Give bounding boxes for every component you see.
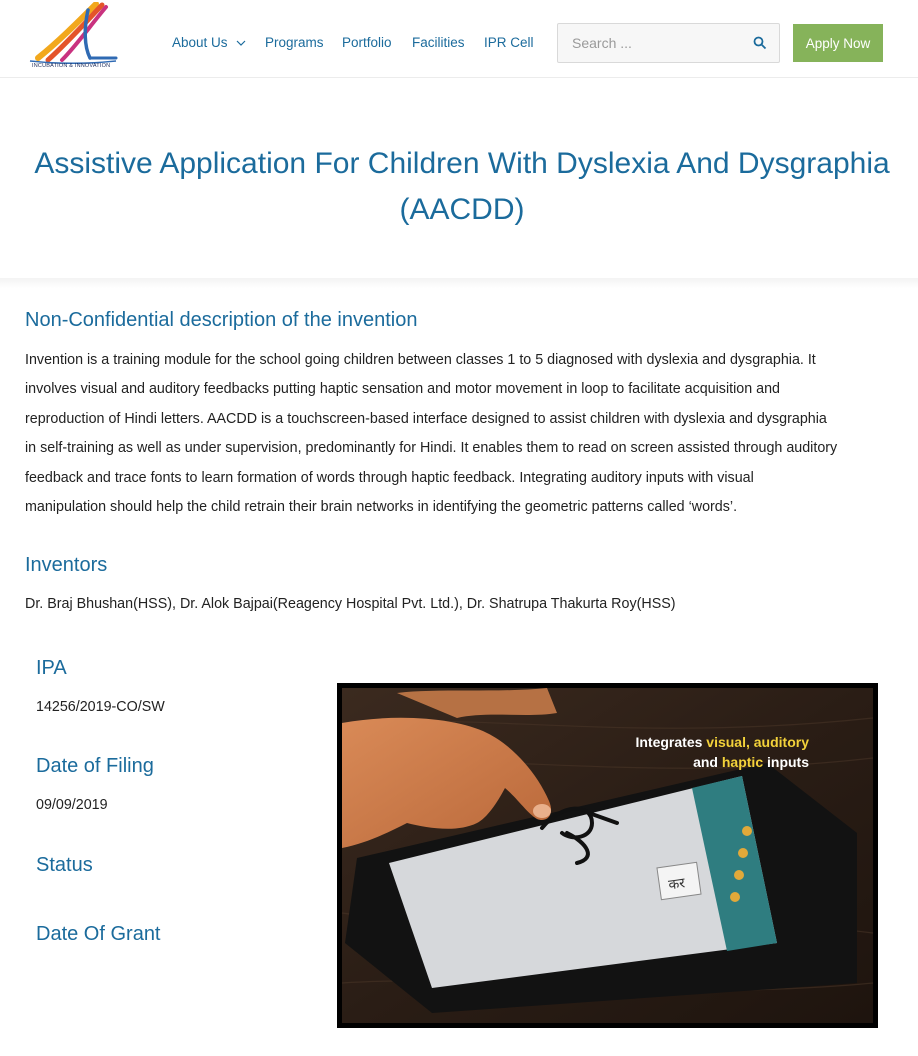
search-input[interactable] [558, 24, 738, 62]
description-line: feedback and trace fonts to learn formation of words through haptic feedback. Integrating auditory inputs with visual [25, 469, 754, 486]
chevron-down-icon [236, 38, 246, 48]
video-caption-line-1: Integrates visual, auditory [635, 734, 809, 750]
date-of-grant-heading: Date Of Grant [36, 923, 161, 945]
description-heading: Non-Confidential description of the invention [25, 309, 418, 331]
nav-item-facilities[interactable]: Facilities [412, 35, 465, 50]
search-box [557, 23, 780, 63]
date-of-filing-value: 09/09/2019 [36, 797, 108, 813]
search-icon[interactable] [753, 36, 767, 50]
status-heading: Status [36, 854, 93, 876]
date-of-filing-heading: Date of Filing [36, 755, 154, 777]
page-title [10, 141, 914, 233]
title-band [0, 79, 918, 284]
nav-item-portfolio[interactable]: Portfolio [342, 35, 392, 50]
site-logo[interactable] [28, 2, 120, 72]
logo-mark-icon [28, 2, 120, 64]
nav-item-programs[interactable]: Programs [265, 35, 324, 50]
section-divider [0, 278, 918, 288]
video-frame [337, 683, 878, 1028]
video-caption-line-2: and haptic inputs [693, 754, 809, 770]
description-line: Invention is a training module for the school going children between classes 1 to 5 diagnosed with dyslexia and dysgraphia. It [25, 352, 816, 368]
apply-now-button[interactable]: Apply Now [793, 24, 883, 62]
nav-item-about-us[interactable] [172, 35, 228, 50]
description-line: manipulation should help the child retrain their brain networks in identifying the geometric patterns called ‘words’. [25, 499, 738, 516]
ipa-value: 14256/2019-CO/SW [36, 699, 165, 715]
description-line: involves visual and auditory feedbacks putting haptic sensation and motor movement in loop to facilitate acquisition and [25, 381, 781, 398]
description-text [25, 346, 885, 522]
logo-text: INCUBATION & INNOVATION [32, 63, 111, 69]
site-header [0, 0, 918, 78]
page-title-line-1: Assistive Application For Children With Dyslexia And Dysgraphia [34, 147, 890, 180]
page-title-line-2: (AACDD) [399, 193, 525, 226]
svg-text:कर: कर [667, 875, 686, 894]
nav-item-ipr-cell[interactable]: IPR Cell [484, 35, 534, 50]
inventors-heading: Inventors [25, 554, 108, 576]
inventors-names: Dr. Braj Bhushan(HSS), Dr. Alok Bajpai(Reagency Hospital Pvt. Ltd.), Dr. Shatrupa Thakurta Roy(HSS) [25, 596, 676, 612]
invention-video[interactable] [337, 683, 878, 1028]
description-line: reproduction of Hindi letters. AACDD is a touchscreen-based interface designed to assist children with dyslexia and dysgraphia [25, 410, 827, 427]
ipa-heading: IPA [36, 657, 67, 679]
nav-item-label: About Us [172, 35, 228, 50]
description-line: in self-training as well as under supervision, predominantly for Hindi. It enables them to read on screen assisted through auditory [25, 440, 838, 457]
